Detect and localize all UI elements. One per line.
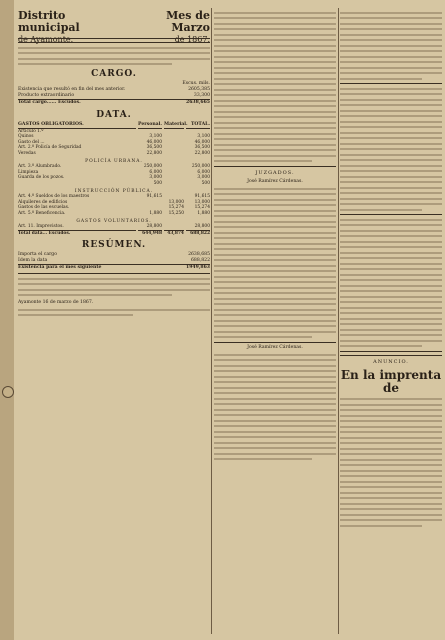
data-row-label: Limpieza — [18, 169, 39, 175]
data-row-label: Guarda de los pozos. — [18, 175, 65, 181]
rule — [340, 83, 442, 84]
column-accounts — [18, 36, 210, 320]
data-cell-personal: 36,500 — [146, 145, 162, 151]
closing-paragraph — [18, 278, 210, 297]
data-cell-material — [164, 181, 184, 187]
rule — [214, 166, 336, 167]
binding-edge — [0, 0, 14, 640]
masthead-title: Distrito municipal — [18, 9, 80, 34]
edict-3 — [340, 219, 442, 348]
data-row-label: Artículo 1.º — [18, 128, 44, 134]
data-cell-personal: 500 — [153, 180, 162, 186]
data-row-label: Art. 4.º Sueldos de los maestros — [18, 194, 90, 200]
signature: José Ramírez Cárdenas. — [247, 344, 303, 350]
data-row-label — [18, 181, 136, 187]
data-cell-personal: 3,000 — [149, 175, 162, 181]
data-cell-personal: 3,100 — [149, 134, 162, 140]
rule — [18, 273, 210, 274]
data-row-label: Art. 2.º Policía de Seguridad — [18, 145, 82, 151]
data-column-header: TOTAL. — [186, 122, 210, 129]
signature: José Ramírez Cárdenas. — [247, 178, 303, 184]
data-cell-total: 250,000 — [191, 164, 210, 170]
data-cell-total: 13,000 — [194, 199, 210, 205]
cargo-unit: Escus. mils. — [182, 81, 210, 86]
intro-paragraph — [18, 47, 210, 66]
data-table — [18, 122, 210, 236]
data-total-material: 43,874 — [164, 230, 184, 237]
resumen-total: Existencia para el mes siguiente 1949,863 — [18, 265, 210, 271]
data-heading: DATA. — [96, 110, 132, 120]
data-column-header: Personal. — [138, 122, 162, 127]
cargo-row: Existencia que resultó en fin del mes anterior. 2605,385 — [18, 87, 210, 92]
cargo-list — [18, 87, 210, 99]
data-column-header: GASTOS OBLIGATORIOS. — [18, 122, 136, 129]
column-notices — [214, 8, 336, 464]
data-cell-material: 15,274 — [168, 205, 184, 211]
juzgados-heading: JUZGADOS. — [255, 169, 295, 176]
data-column-header: Material. — [164, 122, 188, 127]
data-row-label: Gastos de las escuelas. — [18, 205, 70, 211]
cargo-heading: CARGO. — [91, 69, 137, 79]
edict-2 — [340, 88, 442, 211]
cargo-total: Total cargo...... Escudos. 2638,665 — [18, 100, 210, 105]
imprenta-title: En la imprenta de — [340, 367, 442, 395]
data-cell-personal: 1,880 — [149, 210, 162, 216]
rule — [214, 342, 336, 343]
masthead-month: Mes de Marzo — [166, 9, 210, 34]
resumen-row: Idem la data 688,822 — [18, 258, 210, 264]
data-cell-total: 36,500 — [194, 145, 210, 151]
data-cell-total: 91,615 — [194, 194, 210, 200]
column-rule — [211, 8, 212, 634]
data-section-heading: POLICÍA URBANA. — [85, 158, 143, 164]
data-total-personal: 644,948 — [138, 230, 162, 237]
data-cell-total: 3,100 — [197, 134, 210, 140]
notice-juzgado-1 — [214, 188, 336, 339]
data-row-label: Art. 3.º Alumbrado. — [18, 164, 62, 170]
rule — [18, 38, 210, 43]
cargo-row: Producto extraordinario 33,300 — [18, 93, 210, 98]
column-edicts — [340, 8, 442, 530]
data-cell-total: 1,880 — [197, 210, 210, 216]
masthead-year: de 1867. — [174, 35, 210, 44]
data-total-value: 688,822 — [186, 230, 210, 237]
data-row-label: Gasto del ... — [18, 139, 45, 145]
notice-top — [214, 12, 336, 163]
edict-1 — [340, 12, 442, 80]
rule — [340, 214, 442, 215]
advertisement — [340, 398, 442, 527]
data-cell-personal: 250,000 — [143, 164, 162, 170]
anuncio-heading: ANUNCIO. — [373, 358, 409, 365]
rule — [340, 351, 442, 356]
resumen-row: Importa el cargo 2638,685 — [18, 252, 210, 258]
column-rule — [338, 8, 339, 634]
data-cell-total: 28,800 — [194, 224, 210, 230]
data-cell-total: 3,000 — [197, 175, 210, 181]
data-cell-material — [164, 151, 184, 157]
closing-date: Ayamonte 16 de marzo de 1867. — [18, 299, 94, 305]
data-row-label: Art. 11. Imprevistos. — [18, 224, 64, 230]
data-cell-personal: 28,800 — [146, 224, 162, 230]
resumen-heading: RESÚMEN. — [81, 240, 147, 251]
data-section-heading: GASTOS VOLUNTARIOS. — [76, 218, 152, 224]
data-cell-total: 6,000 — [197, 169, 210, 175]
data-cell-material: 13,000 — [168, 199, 184, 205]
data-total-label: Total data... Escudos. — [18, 230, 136, 237]
data-cell-personal: 6,000 — [149, 169, 162, 175]
library-stamp-icon — [2, 386, 14, 398]
data-cell-total: 46,000 — [194, 139, 210, 145]
data-cell-personal: 91,615 — [146, 194, 162, 200]
masthead-subtitle: de Ayamonte. — [18, 35, 74, 44]
data-cell-material: 15,250 — [168, 210, 184, 216]
resumen-list — [18, 252, 210, 264]
data-cell-total: 15,274 — [194, 205, 210, 211]
data-row-label: Art. 5.º Beneficencia. — [18, 210, 66, 216]
data-row-label: Alquileres de edificios — [18, 199, 68, 205]
data-section-heading: INSTRUCCIÓN PÚBLICA. — [74, 188, 154, 194]
data-cell-total: 22,800 — [194, 150, 210, 156]
data-row-label: Veredas — [18, 150, 36, 156]
data-cell-personal: 46,000 — [146, 139, 162, 145]
data-row-label: Quinos — [18, 134, 34, 140]
notice-juzgado-2 — [214, 354, 336, 461]
data-cell-personal: 22,800 — [146, 150, 162, 156]
data-cell-total: 500 — [201, 180, 210, 186]
